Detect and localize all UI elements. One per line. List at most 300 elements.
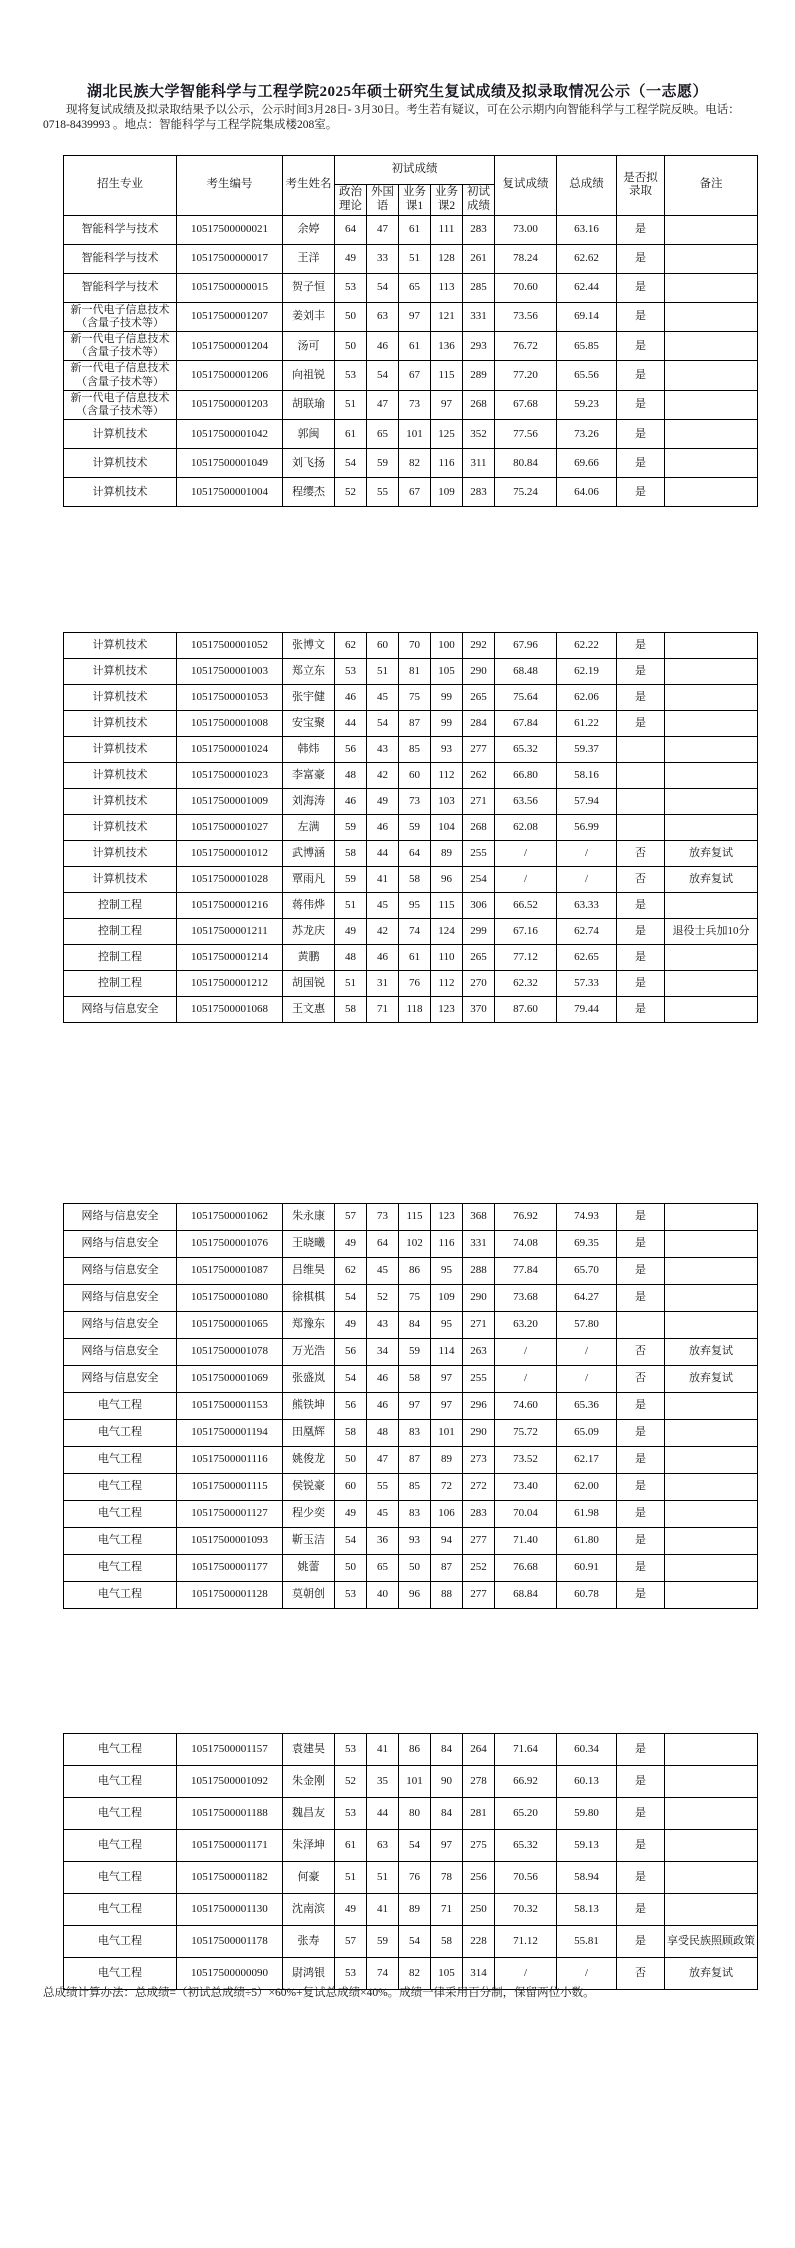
cell-course1-score: 86 bbox=[399, 1734, 431, 1766]
cell-major: 控制工程 bbox=[64, 971, 177, 997]
cell-admitted-flag: 是 bbox=[617, 1766, 665, 1798]
cell-initial-total-score: 284 bbox=[463, 711, 495, 737]
cell-course1-score: 81 bbox=[399, 659, 431, 685]
cell-foreign-language-score: 41 bbox=[367, 867, 399, 893]
header-remark: 备注 bbox=[665, 156, 758, 216]
cell-course2-score: 111 bbox=[431, 215, 463, 244]
cell-course1-score: 101 bbox=[399, 420, 431, 449]
cell-final-score: 69.35 bbox=[557, 1231, 617, 1258]
cell-initial-total-score: 283 bbox=[463, 478, 495, 507]
cell-major: 网络与信息安全 bbox=[64, 1339, 177, 1366]
cell-candidate-id: 10517500001028 bbox=[177, 867, 283, 893]
cell-major: 计算机技术 bbox=[64, 763, 177, 789]
cell-initial-total-score: 273 bbox=[463, 1447, 495, 1474]
cell-major: 控制工程 bbox=[64, 919, 177, 945]
cell-remark bbox=[665, 711, 758, 737]
cell-course2-score: 95 bbox=[431, 1312, 463, 1339]
cell-remark: 放弃复试 bbox=[665, 867, 758, 893]
cell-major: 计算机技术 bbox=[64, 737, 177, 763]
cell-politics-score: 64 bbox=[335, 215, 367, 244]
cell-course2-score: 95 bbox=[431, 1258, 463, 1285]
cell-candidate-name: 蒋伟烨 bbox=[283, 893, 335, 919]
cell-course2-score: 84 bbox=[431, 1734, 463, 1766]
table-row bbox=[64, 789, 758, 815]
cell-foreign-language-score: 41 bbox=[367, 1734, 399, 1766]
cell-final-score: 61.98 bbox=[557, 1501, 617, 1528]
cell-major: 新一代电子信息技术（含量子技术等） bbox=[64, 361, 177, 390]
cell-initial-total-score: 252 bbox=[463, 1555, 495, 1582]
cell-remark bbox=[665, 997, 758, 1023]
cell-candidate-name: 尉鸿银 bbox=[283, 1958, 335, 1990]
cell-remark bbox=[665, 659, 758, 685]
table-row bbox=[64, 1474, 758, 1501]
table-row bbox=[64, 1393, 758, 1420]
cell-admitted-flag: 是 bbox=[617, 971, 665, 997]
table-row bbox=[64, 1258, 758, 1285]
cell-politics-score: 62 bbox=[335, 1258, 367, 1285]
cell-major: 电气工程 bbox=[64, 1958, 177, 1990]
cell-candidate-id: 10517500001093 bbox=[177, 1528, 283, 1555]
cell-course1-score: 82 bbox=[399, 449, 431, 478]
cell-foreign-language-score: 46 bbox=[367, 1366, 399, 1393]
cell-initial-total-score: 271 bbox=[463, 789, 495, 815]
cell-final-score: 64.06 bbox=[557, 478, 617, 507]
cell-course1-score: 76 bbox=[399, 971, 431, 997]
cell-candidate-id: 10517500001049 bbox=[177, 449, 283, 478]
cell-course1-score: 61 bbox=[399, 331, 431, 360]
header-politics: 政治理论 bbox=[335, 185, 367, 216]
cell-final-score: 63.33 bbox=[557, 893, 617, 919]
cell-initial-total-score: 290 bbox=[463, 659, 495, 685]
cell-remark bbox=[665, 449, 758, 478]
cell-initial-total-score: 270 bbox=[463, 971, 495, 997]
cell-major: 网络与信息安全 bbox=[64, 1231, 177, 1258]
cell-candidate-id: 10517500001003 bbox=[177, 659, 283, 685]
cell-admitted-flag: 是 bbox=[617, 659, 665, 685]
cell-remark bbox=[665, 1555, 758, 1582]
table-row bbox=[64, 1798, 758, 1830]
cell-course1-score: 97 bbox=[399, 1393, 431, 1420]
cell-course2-score: 71 bbox=[431, 1894, 463, 1926]
table-row bbox=[64, 737, 758, 763]
table-row bbox=[64, 331, 758, 360]
cell-retest-score: 67.84 bbox=[495, 711, 557, 737]
table-body-page-2 bbox=[64, 633, 758, 1023]
cell-initial-total-score: 293 bbox=[463, 331, 495, 360]
cell-initial-total-score: 299 bbox=[463, 919, 495, 945]
cell-candidate-name: 李富豪 bbox=[283, 763, 335, 789]
cell-candidate-name: 程少奕 bbox=[283, 1501, 335, 1528]
cell-course1-score: 83 bbox=[399, 1501, 431, 1528]
table-row bbox=[64, 711, 758, 737]
cell-candidate-id: 10517500001024 bbox=[177, 737, 283, 763]
cell-initial-total-score: 296 bbox=[463, 1393, 495, 1420]
cell-course2-score: 116 bbox=[431, 449, 463, 478]
table-row bbox=[64, 633, 758, 659]
cell-remark bbox=[665, 945, 758, 971]
cell-candidate-id: 10517500001080 bbox=[177, 1285, 283, 1312]
cell-candidate-name: 朱永康 bbox=[283, 1204, 335, 1231]
cell-remark bbox=[665, 1420, 758, 1447]
cell-course1-score: 61 bbox=[399, 945, 431, 971]
cell-admitted-flag: 是 bbox=[617, 478, 665, 507]
cell-retest-score: 73.52 bbox=[495, 1447, 557, 1474]
cell-initial-total-score: 331 bbox=[463, 302, 495, 331]
cell-foreign-language-score: 47 bbox=[367, 390, 399, 419]
table-row bbox=[64, 1555, 758, 1582]
cell-politics-score: 49 bbox=[335, 1312, 367, 1339]
cell-retest-score: 70.60 bbox=[495, 273, 557, 302]
cell-major: 网络与信息安全 bbox=[64, 997, 177, 1023]
cell-course1-score: 86 bbox=[399, 1258, 431, 1285]
cell-admitted-flag: 是 bbox=[617, 893, 665, 919]
cell-course1-score: 93 bbox=[399, 1528, 431, 1555]
cell-initial-total-score: 290 bbox=[463, 1285, 495, 1312]
cell-course1-score: 85 bbox=[399, 737, 431, 763]
cell-remark bbox=[665, 302, 758, 331]
cell-admitted-flag bbox=[617, 789, 665, 815]
cell-remark bbox=[665, 1528, 758, 1555]
table-row bbox=[64, 1862, 758, 1894]
table-row bbox=[64, 1528, 758, 1555]
cell-foreign-language-score: 59 bbox=[367, 1926, 399, 1958]
cell-course1-score: 76 bbox=[399, 1862, 431, 1894]
cell-remark bbox=[665, 1312, 758, 1339]
cell-candidate-name: 武博涵 bbox=[283, 841, 335, 867]
cell-candidate-id: 10517500001212 bbox=[177, 971, 283, 997]
cell-retest-score: 66.92 bbox=[495, 1766, 557, 1798]
cell-major: 电气工程 bbox=[64, 1393, 177, 1420]
cell-final-score: 62.62 bbox=[557, 244, 617, 273]
cell-remark bbox=[665, 420, 758, 449]
cell-major: 电气工程 bbox=[64, 1766, 177, 1798]
cell-course1-score: 61 bbox=[399, 215, 431, 244]
cell-foreign-language-score: 49 bbox=[367, 789, 399, 815]
cell-final-score: 64.27 bbox=[557, 1285, 617, 1312]
cell-major: 智能科学与技术 bbox=[64, 215, 177, 244]
cell-candidate-id: 10517500001128 bbox=[177, 1582, 283, 1609]
cell-final-score: 56.99 bbox=[557, 815, 617, 841]
score-table bbox=[63, 1733, 758, 1990]
header-total-score: 总成绩 bbox=[557, 156, 617, 216]
cell-course1-score: 51 bbox=[399, 244, 431, 273]
cell-remark bbox=[665, 273, 758, 302]
header-retest-score: 复试成绩 bbox=[495, 156, 557, 216]
cell-course2-score: 105 bbox=[431, 659, 463, 685]
cell-initial-total-score: 306 bbox=[463, 893, 495, 919]
cell-course2-score: 136 bbox=[431, 331, 463, 360]
cell-foreign-language-score: 46 bbox=[367, 1393, 399, 1420]
cell-foreign-language-score: 54 bbox=[367, 273, 399, 302]
cell-course2-score: 97 bbox=[431, 1366, 463, 1393]
cell-course1-score: 87 bbox=[399, 711, 431, 737]
cell-major: 电气工程 bbox=[64, 1501, 177, 1528]
cell-remark bbox=[665, 1862, 758, 1894]
cell-admitted-flag: 是 bbox=[617, 1862, 665, 1894]
cell-major: 智能科学与技术 bbox=[64, 273, 177, 302]
cell-major: 电气工程 bbox=[64, 1894, 177, 1926]
cell-final-score: 62.06 bbox=[557, 685, 617, 711]
cell-initial-total-score: 283 bbox=[463, 1501, 495, 1528]
cell-candidate-name: 郑立东 bbox=[283, 659, 335, 685]
cell-admitted-flag: 否 bbox=[617, 841, 665, 867]
cell-politics-score: 51 bbox=[335, 390, 367, 419]
cell-final-score: / bbox=[557, 1366, 617, 1393]
cell-candidate-name: 侯锐豪 bbox=[283, 1474, 335, 1501]
cell-course1-score: 65 bbox=[399, 273, 431, 302]
score-table-page-1 bbox=[63, 155, 758, 507]
cell-politics-score: 53 bbox=[335, 1734, 367, 1766]
cell-foreign-language-score: 54 bbox=[367, 711, 399, 737]
cell-politics-score: 54 bbox=[335, 1528, 367, 1555]
cell-candidate-name: 左满 bbox=[283, 815, 335, 841]
cell-politics-score: 49 bbox=[335, 1501, 367, 1528]
cell-politics-score: 52 bbox=[335, 478, 367, 507]
cell-candidate-id: 10517500001214 bbox=[177, 945, 283, 971]
header-course2: 业务课2 bbox=[431, 185, 463, 216]
table-row bbox=[64, 815, 758, 841]
cell-initial-total-score: 277 bbox=[463, 737, 495, 763]
cell-final-score: 59.80 bbox=[557, 1798, 617, 1830]
cell-major: 控制工程 bbox=[64, 945, 177, 971]
cell-candidate-id: 10517500001027 bbox=[177, 815, 283, 841]
cell-retest-score: 71.64 bbox=[495, 1734, 557, 1766]
page-title: 湖北民族大学智能科学与工程学院2025年硕士研究生复试成绩及拟录取情况公示（一志愿） bbox=[86, 84, 708, 100]
cell-remark bbox=[665, 1766, 758, 1798]
cell-admitted-flag bbox=[617, 1312, 665, 1339]
cell-candidate-id: 10517500001116 bbox=[177, 1447, 283, 1474]
cell-candidate-name: 胡联瑜 bbox=[283, 390, 335, 419]
cell-retest-score: 65.20 bbox=[495, 1798, 557, 1830]
cell-admitted-flag: 是 bbox=[617, 331, 665, 360]
cell-politics-score: 54 bbox=[335, 449, 367, 478]
cell-candidate-name: 莫朝创 bbox=[283, 1582, 335, 1609]
cell-politics-score: 46 bbox=[335, 789, 367, 815]
cell-final-score: 59.23 bbox=[557, 390, 617, 419]
cell-final-score: 58.94 bbox=[557, 1862, 617, 1894]
cell-politics-score: 52 bbox=[335, 1766, 367, 1798]
cell-foreign-language-score: 42 bbox=[367, 763, 399, 789]
cell-course2-score: 123 bbox=[431, 1204, 463, 1231]
cell-candidate-name: 刘飞扬 bbox=[283, 449, 335, 478]
cell-course1-score: 118 bbox=[399, 997, 431, 1023]
cell-major: 网络与信息安全 bbox=[64, 1258, 177, 1285]
cell-final-score: 69.14 bbox=[557, 302, 617, 331]
table-row bbox=[64, 1582, 758, 1609]
cell-final-score: / bbox=[557, 867, 617, 893]
cell-admitted-flag: 是 bbox=[617, 1393, 665, 1420]
cell-final-score: 65.85 bbox=[557, 331, 617, 360]
cell-remark bbox=[665, 1204, 758, 1231]
cell-remark bbox=[665, 1447, 758, 1474]
cell-major: 智能科学与技术 bbox=[64, 244, 177, 273]
cell-candidate-name: 郭闽 bbox=[283, 420, 335, 449]
table-row bbox=[64, 1926, 758, 1958]
intro-text-line2: 0718-8439993 。地点：智能科学与工程学院集成楼208室。 bbox=[43, 119, 338, 131]
score-table-page-2 bbox=[63, 632, 758, 1023]
cell-initial-total-score: 264 bbox=[463, 1734, 495, 1766]
cell-foreign-language-score: 54 bbox=[367, 361, 399, 390]
cell-initial-total-score: 288 bbox=[463, 1258, 495, 1285]
cell-candidate-name: 沈南滨 bbox=[283, 1894, 335, 1926]
cell-course2-score: 115 bbox=[431, 893, 463, 919]
cell-retest-score: 75.64 bbox=[495, 685, 557, 711]
cell-remark bbox=[665, 1501, 758, 1528]
cell-initial-total-score: 255 bbox=[463, 1366, 495, 1393]
cell-admitted-flag: 是 bbox=[617, 1926, 665, 1958]
cell-retest-score: 65.32 bbox=[495, 737, 557, 763]
cell-admitted-flag: 是 bbox=[617, 945, 665, 971]
cell-initial-total-score: 268 bbox=[463, 390, 495, 419]
cell-retest-score: 76.72 bbox=[495, 331, 557, 360]
table-body-page-1 bbox=[64, 215, 758, 507]
cell-final-score: 59.13 bbox=[557, 1830, 617, 1862]
cell-final-score: 55.81 bbox=[557, 1926, 617, 1958]
cell-course2-score: 115 bbox=[431, 361, 463, 390]
cell-remark bbox=[665, 1231, 758, 1258]
cell-foreign-language-score: 74 bbox=[367, 1958, 399, 1990]
cell-retest-score: / bbox=[495, 1366, 557, 1393]
header-foreign-language: 外国语 bbox=[367, 185, 399, 216]
cell-retest-score: 70.32 bbox=[495, 1894, 557, 1926]
table-row bbox=[64, 1366, 758, 1393]
cell-admitted-flag: 是 bbox=[617, 997, 665, 1023]
cell-course1-score: 70 bbox=[399, 633, 431, 659]
cell-final-score: 62.17 bbox=[557, 1447, 617, 1474]
cell-politics-score: 53 bbox=[335, 273, 367, 302]
table-row bbox=[64, 1420, 758, 1447]
cell-candidate-name: 向祖锐 bbox=[283, 361, 335, 390]
cell-foreign-language-score: 46 bbox=[367, 815, 399, 841]
cell-final-score: 62.00 bbox=[557, 1474, 617, 1501]
cell-course2-score: 97 bbox=[431, 390, 463, 419]
header-candidate-id: 考生编号 bbox=[177, 156, 283, 216]
cell-course2-score: 106 bbox=[431, 1501, 463, 1528]
cell-major: 计算机技术 bbox=[64, 789, 177, 815]
cell-admitted-flag: 是 bbox=[617, 1555, 665, 1582]
cell-course2-score: 128 bbox=[431, 244, 463, 273]
cell-major: 电气工程 bbox=[64, 1474, 177, 1501]
cell-course2-score: 109 bbox=[431, 1285, 463, 1312]
cell-initial-total-score: 292 bbox=[463, 633, 495, 659]
cell-admitted-flag: 是 bbox=[617, 449, 665, 478]
cell-remark bbox=[665, 1894, 758, 1926]
cell-politics-score: 44 bbox=[335, 711, 367, 737]
cell-candidate-name: 张宇健 bbox=[283, 685, 335, 711]
cell-final-score: / bbox=[557, 841, 617, 867]
cell-major: 新一代电子信息技术（含量子技术等） bbox=[64, 331, 177, 360]
cell-foreign-language-score: 44 bbox=[367, 1798, 399, 1830]
cell-course2-score: 112 bbox=[431, 763, 463, 789]
cell-candidate-id: 10517500001076 bbox=[177, 1231, 283, 1258]
cell-course2-score: 124 bbox=[431, 919, 463, 945]
cell-major: 网络与信息安全 bbox=[64, 1204, 177, 1231]
cell-politics-score: 53 bbox=[335, 659, 367, 685]
table-row bbox=[64, 1766, 758, 1798]
cell-candidate-name: 胡国锐 bbox=[283, 971, 335, 997]
cell-foreign-language-score: 43 bbox=[367, 1312, 399, 1339]
cell-politics-score: 49 bbox=[335, 1894, 367, 1926]
cell-remark: 退役士兵加10分 bbox=[665, 919, 758, 945]
cell-foreign-language-score: 46 bbox=[367, 945, 399, 971]
table-row bbox=[64, 1339, 758, 1366]
cell-remark bbox=[665, 737, 758, 763]
cell-admitted-flag: 否 bbox=[617, 1339, 665, 1366]
cell-politics-score: 62 bbox=[335, 633, 367, 659]
cell-final-score: 62.74 bbox=[557, 919, 617, 945]
cell-course2-score: 121 bbox=[431, 302, 463, 331]
header-initial-total: 初试成绩 bbox=[463, 185, 495, 216]
cell-initial-total-score: 265 bbox=[463, 945, 495, 971]
cell-course2-score: 105 bbox=[431, 1958, 463, 1990]
cell-course2-score: 58 bbox=[431, 1926, 463, 1958]
cell-initial-total-score: 256 bbox=[463, 1862, 495, 1894]
cell-admitted-flag: 否 bbox=[617, 1366, 665, 1393]
cell-politics-score: 48 bbox=[335, 945, 367, 971]
cell-foreign-language-score: 45 bbox=[367, 1501, 399, 1528]
cell-course2-score: 97 bbox=[431, 1393, 463, 1420]
cell-admitted-flag: 是 bbox=[617, 1258, 665, 1285]
cell-candidate-name: 朱泽坤 bbox=[283, 1830, 335, 1862]
cell-course1-score: 97 bbox=[399, 302, 431, 331]
cell-politics-score: 56 bbox=[335, 1393, 367, 1420]
cell-candidate-id: 10517500001062 bbox=[177, 1204, 283, 1231]
cell-admitted-flag: 是 bbox=[617, 420, 665, 449]
cell-final-score: 65.09 bbox=[557, 1420, 617, 1447]
cell-admitted-flag: 是 bbox=[617, 361, 665, 390]
cell-initial-total-score: 268 bbox=[463, 815, 495, 841]
cell-candidate-id: 10517500000017 bbox=[177, 244, 283, 273]
cell-initial-total-score: 311 bbox=[463, 449, 495, 478]
cell-remark bbox=[665, 763, 758, 789]
cell-candidate-id: 10517500001023 bbox=[177, 763, 283, 789]
cell-candidate-name: 朱金刚 bbox=[283, 1766, 335, 1798]
cell-major: 电气工程 bbox=[64, 1420, 177, 1447]
cell-final-score: 65.36 bbox=[557, 1393, 617, 1420]
table-row bbox=[64, 1312, 758, 1339]
score-table bbox=[63, 155, 758, 507]
cell-foreign-language-score: 44 bbox=[367, 841, 399, 867]
cell-course1-score: 89 bbox=[399, 1894, 431, 1926]
cell-major: 电气工程 bbox=[64, 1447, 177, 1474]
cell-major: 计算机技术 bbox=[64, 867, 177, 893]
cell-major: 电气工程 bbox=[64, 1528, 177, 1555]
cell-candidate-name: 安宝聚 bbox=[283, 711, 335, 737]
cell-retest-score: 77.12 bbox=[495, 945, 557, 971]
cell-foreign-language-score: 36 bbox=[367, 1528, 399, 1555]
score-table bbox=[63, 632, 758, 1023]
cell-admitted-flag: 是 bbox=[617, 273, 665, 302]
cell-course2-score: 94 bbox=[431, 1528, 463, 1555]
cell-candidate-name: 万光浩 bbox=[283, 1339, 335, 1366]
cell-foreign-language-score: 47 bbox=[367, 1447, 399, 1474]
table-row bbox=[64, 244, 758, 273]
table-row bbox=[64, 215, 758, 244]
cell-candidate-id: 10517500001008 bbox=[177, 711, 283, 737]
table-row bbox=[64, 1231, 758, 1258]
cell-course2-score: 97 bbox=[431, 1830, 463, 1862]
cell-initial-total-score: 277 bbox=[463, 1582, 495, 1609]
cell-final-score: 60.13 bbox=[557, 1766, 617, 1798]
cell-course1-score: 59 bbox=[399, 1339, 431, 1366]
table-row bbox=[64, 478, 758, 507]
cell-final-score: 58.13 bbox=[557, 1894, 617, 1926]
cell-initial-total-score: 275 bbox=[463, 1830, 495, 1862]
header-course1: 业务课1 bbox=[399, 185, 431, 216]
cell-candidate-id: 10517500001087 bbox=[177, 1258, 283, 1285]
cell-final-score: / bbox=[557, 1958, 617, 1990]
cell-remark: 放弃复试 bbox=[665, 841, 758, 867]
